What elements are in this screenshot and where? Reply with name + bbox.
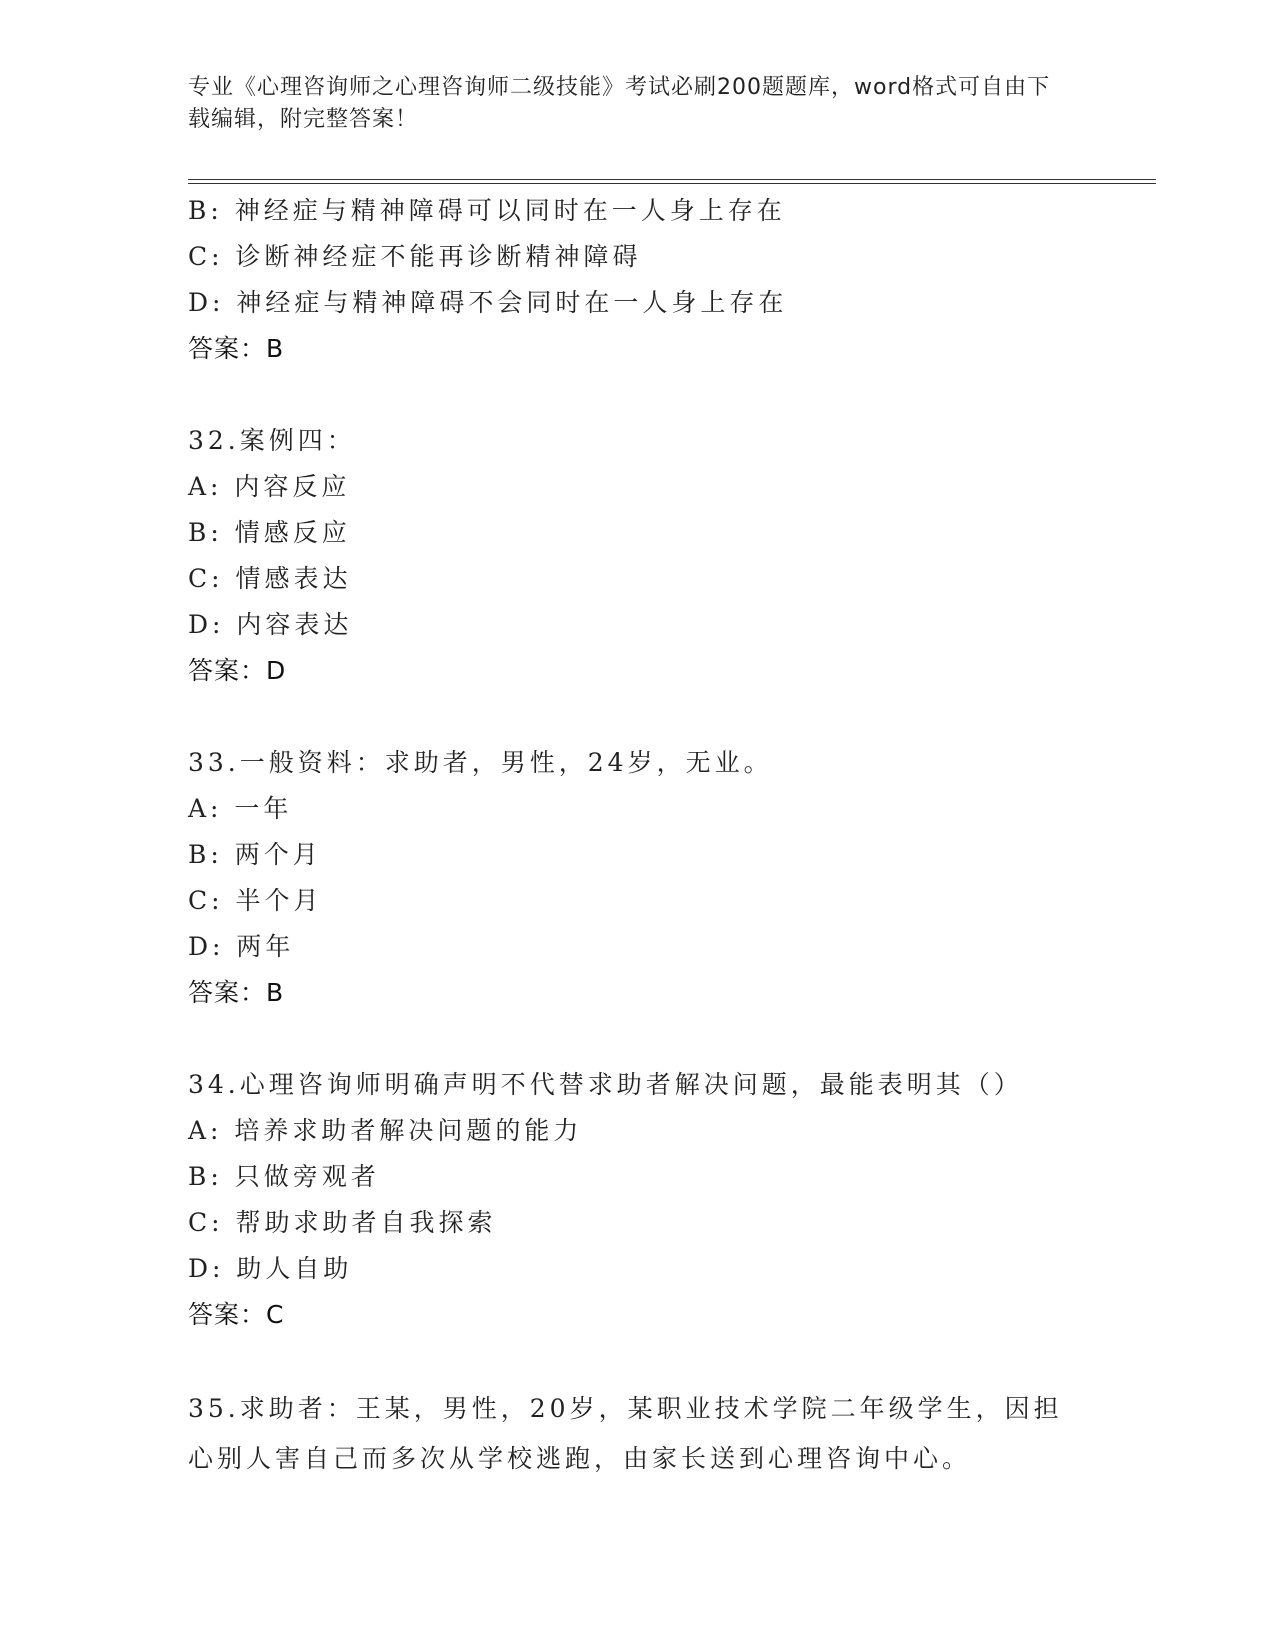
option-a: A: 内容反应	[188, 472, 351, 501]
question-stem: 32.案例四：	[188, 426, 356, 455]
spacer	[188, 1338, 1108, 1384]
question-32	[188, 418, 1108, 694]
answer-label: 答案：B	[188, 978, 285, 1007]
spacer	[188, 694, 1108, 740]
question-35	[188, 1384, 1108, 1484]
option-a: A: 一年	[188, 794, 293, 823]
option-a: A: 培养求助者解决问题的能力	[188, 1116, 583, 1145]
option-c: C: 帮助求助者自我探索	[188, 1208, 497, 1237]
answer-label: 答案：B	[188, 334, 285, 363]
document-header: 专业《心理咨询师之心理咨询师二级技能》考试必刷200题题库，word格式可自由下载编辑，附完整答案！	[188, 75, 1051, 132]
answer-label: 答案：C	[188, 1300, 285, 1329]
answer-label: 答案：D	[188, 656, 287, 685]
option-b: B: 情感反应	[188, 518, 351, 547]
spacer	[188, 372, 1108, 418]
option-b: B: 两个月	[188, 840, 322, 869]
question-stem: 34.心理咨询师明确声明不代替求助者解决问题，最能表明其（）	[188, 1070, 1023, 1099]
question-list	[188, 188, 1108, 1484]
question-31	[188, 188, 1108, 372]
question-33	[188, 740, 1108, 1016]
question-stem: 33.一般资料：求助者，男性，24岁，无业。	[188, 748, 773, 777]
header-divider-bottom	[188, 183, 1156, 184]
option-c: C: 情感表达	[188, 564, 352, 593]
option-d: D: 内容表达	[188, 610, 353, 639]
option-d: D: 两年	[188, 932, 295, 961]
option-d: D: 助人自助	[188, 1254, 353, 1283]
option-d: D: 神经症与精神障碍不会同时在一人身上存在	[188, 288, 788, 317]
header-divider-top	[188, 179, 1156, 180]
option-b: B: 神经症与精神障碍可以同时在一人身上存在	[188, 196, 786, 225]
option-c: C: 诊断神经症不能再诊断精神障碍	[188, 242, 642, 271]
question-34	[188, 1062, 1108, 1338]
spacer	[188, 1016, 1108, 1062]
option-c: C: 半个月	[188, 886, 323, 915]
option-b: B: 只做旁观者	[188, 1162, 380, 1191]
question-stem: 35.求助者：王某，男性，20岁，某职业技术学院二年级学生，因担心别人害自己而多次从学校逃跑，由家长送到心理咨询中心。	[188, 1394, 1063, 1473]
